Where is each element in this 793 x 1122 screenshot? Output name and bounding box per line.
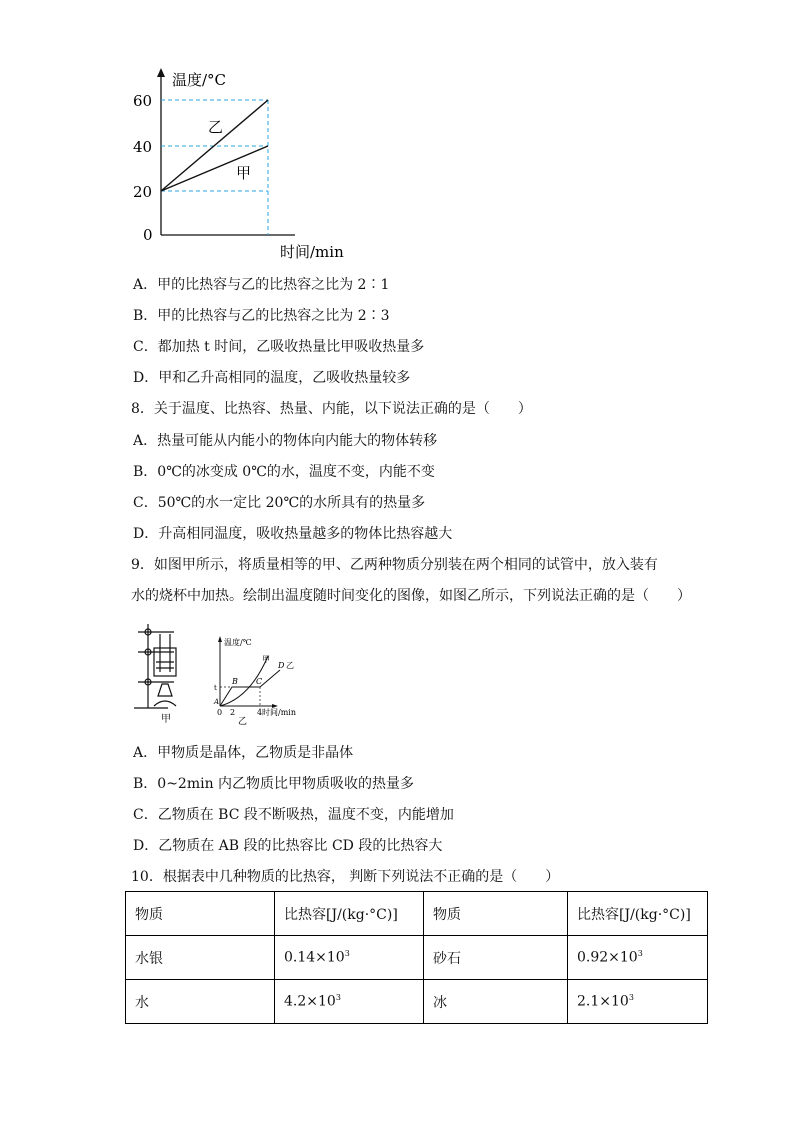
q8-option-d: D．升高相同温度，吸收热量越多的物体比热容越大	[133, 526, 453, 542]
specific-heat-table	[125, 891, 708, 1024]
q8-option-c: C．50℃的水一定比 20℃的水所具有的热量多	[133, 495, 426, 511]
cell-value: $0.92\times 10^3$	[568, 936, 708, 980]
heating-apparatus	[134, 624, 176, 708]
header-substance: 物质	[126, 892, 275, 936]
y-tick-0: 0	[143, 226, 153, 244]
apparatus-caption: 甲	[161, 714, 171, 725]
header-specific-heat-2: 比热容[J/(kg·°C)]	[568, 892, 708, 936]
cell-substance: 水	[126, 980, 275, 1024]
g2-xtick-4: 4	[257, 708, 263, 717]
g2-t-label: t	[214, 684, 217, 692]
q7-option-c: C．都加热 t 时间，乙吸收热量比甲吸收热量多	[133, 339, 425, 355]
x-axis-label: 时间/min	[280, 243, 344, 261]
header-substance-2: 物质	[424, 892, 568, 936]
label-jia: 甲	[236, 164, 252, 182]
g2-point-c: C	[256, 677, 263, 686]
header-specific-heat: 比热容[J/(kg·°C)]	[275, 892, 424, 936]
cell-substance: 水银	[126, 936, 275, 980]
graph-caption: 乙	[238, 717, 248, 727]
g2-x-label: 时间/min	[262, 708, 296, 717]
q10-stem: 10．根据表中几种物质的比热容， 判断下列说法不正确的是（ ）	[131, 869, 560, 885]
g2-point-b: B	[232, 677, 238, 686]
q9-option-c: C．乙物质在 BC 段不断吸热，温度不变，内能增加	[133, 807, 454, 823]
y-tick-60: 60	[133, 92, 153, 110]
curve-yi	[220, 670, 280, 706]
cell-value: $2.1\times 10^3$	[568, 980, 708, 1024]
q7-option-b: B．甲的比热容与乙的比热容之比为 2∶3	[133, 308, 390, 324]
y-axis-label: 温度/°C	[172, 71, 227, 89]
g2-point-a: A	[214, 698, 220, 706]
heating-experiment-figure	[128, 618, 308, 728]
g2-xtick-0: 0	[217, 708, 223, 717]
g2-curve-jia-label: 甲	[262, 655, 270, 664]
cell-substance: 砂石	[424, 936, 568, 980]
table-row	[126, 980, 708, 1024]
q9-option-d: D．乙物质在 AB 段的比热容比 CD 段的比热容大	[133, 838, 443, 854]
y-axis-arrow	[157, 68, 165, 77]
line-jia	[161, 146, 268, 191]
q9-option-b: B．0~2min 内乙物质比甲物质吸收的热量多	[133, 776, 415, 792]
q7-option-d: D．甲和乙升高相同的温度，乙吸收热量较多	[133, 370, 411, 386]
y-tick-20: 20	[133, 183, 153, 201]
q7-option-a: A．甲的比热容与乙的比热容之比为 2∶1	[133, 277, 390, 293]
cell-substance: 冰	[424, 980, 568, 1024]
q8-option-b: B．0℃的冰变成 0℃的水，温度不变，内能不变	[133, 464, 435, 480]
cell-value: $4.2\times 10^3$	[275, 980, 424, 1024]
g2-y-label: 温度/℃	[224, 638, 252, 647]
label-yi: 乙	[208, 118, 224, 136]
q9-stem-line1: 9．如图甲所示，将质量相等的甲、乙两种物质分别装在两个相同的试管中，放入装有	[131, 557, 658, 573]
g2-xtick-2: 2	[230, 708, 236, 717]
cell-value: $0.14\times 10^3$	[275, 936, 424, 980]
g2-curve-yi-label: 乙	[286, 661, 294, 670]
temperature-graph	[130, 60, 370, 265]
g2-y-arrow	[218, 636, 222, 642]
q9-stem-line2: 水的烧杯中加热。绘制出温度随时间变化的图像，如图乙所示，下列说法正确的是（ ）	[131, 588, 691, 604]
q8-option-a: A．热量可能从内能小的物体向内能大的物体转移	[133, 433, 438, 449]
q8-stem: 8．关于温度、比热容、热量、内能，以下说法正确的是（ ）	[131, 401, 532, 417]
y-tick-40: 40	[133, 138, 153, 156]
q9-option-a: A．甲物质是晶体，乙物质是非晶体	[133, 745, 354, 761]
table-row	[126, 936, 708, 980]
table-header-row	[126, 892, 708, 936]
g2-point-d: D	[278, 661, 285, 670]
